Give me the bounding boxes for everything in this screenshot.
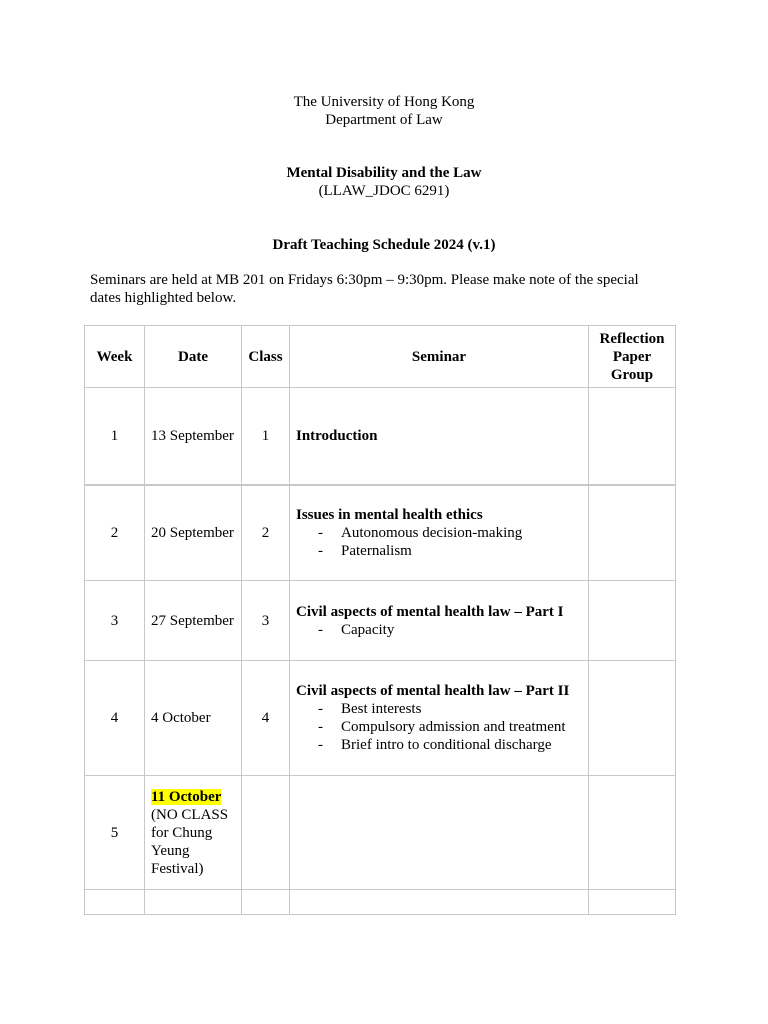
cell-class: 2 [242, 485, 290, 581]
course-code: (LLAW_JDOC 6291) [318, 183, 450, 199]
institution-heading [0, 93, 768, 129]
cell-empty [85, 890, 145, 915]
topic-list [296, 621, 582, 639]
topic-text: Brief intro to conditional discharge [341, 737, 552, 753]
date-note-line: (NO CLASS [151, 806, 229, 823]
topic-text: Capacity [341, 621, 395, 638]
header-group-line-1: Reflection [599, 330, 665, 347]
header-seminar: Seminar [290, 326, 589, 388]
topic-text: Autonomous decision-making [341, 524, 523, 541]
table-row [85, 776, 676, 890]
seminar-title: Issues in mental health ethics [296, 506, 483, 523]
cell-class: 3 [242, 581, 290, 661]
bullet-dash: - [318, 621, 323, 638]
cell-date: 13 September [145, 388, 242, 485]
table-row-empty [85, 890, 676, 915]
bullet-dash: - [318, 701, 323, 717]
cell-group [589, 388, 676, 485]
cell-class: 4 [242, 661, 290, 776]
table-row [85, 581, 676, 661]
header-date: Date [145, 326, 242, 388]
cell-group [589, 776, 676, 890]
cell-class: 1 [242, 388, 290, 485]
table-row [85, 661, 676, 776]
header-group-line-2: Paper [612, 348, 652, 365]
bullet-dash: - [318, 737, 323, 753]
date-note-line: Yeung [151, 842, 190, 859]
cell-date: 4 October [145, 661, 242, 776]
cell-date: 20 September [145, 485, 242, 581]
seminar-title: Introduction [296, 427, 378, 444]
university-name: The University of Hong Kong [293, 94, 475, 110]
table-row [85, 388, 676, 485]
header-group-line-3: Group [610, 366, 654, 383]
date-note-line: Festival) [151, 860, 204, 877]
header-week: Week [85, 326, 145, 388]
date-highlight: 11 October [151, 788, 222, 805]
highlighted-date [151, 788, 235, 806]
list-item [296, 542, 582, 560]
cell-group [589, 485, 676, 581]
list-item [296, 700, 582, 718]
topic-text: Compulsory admission and treatment [341, 719, 566, 735]
seminar-title: Civil aspects of mental health law – Part I [296, 603, 564, 620]
topic-text: Paternalism [341, 542, 412, 559]
cell-empty [145, 890, 242, 915]
course-title: Mental Disability and the Law [286, 165, 482, 181]
header-class: Class [242, 326, 290, 388]
cell-seminar [290, 581, 589, 661]
cell-date [145, 776, 242, 890]
cell-week: 1 [85, 388, 145, 485]
department-name: Department of Law [325, 112, 443, 128]
cell-class [242, 776, 290, 890]
list-item [296, 736, 582, 754]
cell-week: 4 [85, 661, 145, 776]
list-item [296, 718, 582, 736]
table-row [85, 485, 676, 581]
intro-line-1: Seminars are held at MB 201 on Fridays 6:30pm – 9:30pm. Please make note of the special [90, 272, 639, 288]
list-item [296, 524, 582, 542]
list-item [296, 621, 582, 639]
header-reflection-group [589, 326, 676, 388]
cell-seminar [290, 485, 589, 581]
schedule-title: Draft Teaching Schedule 2024 (v.1) [272, 237, 496, 253]
cell-week: 2 [85, 485, 145, 581]
seminar-title: Civil aspects of mental health law – Part II [296, 683, 570, 699]
cell-date: 27 September [145, 581, 242, 661]
course-heading [0, 164, 768, 200]
table-header-row [85, 326, 676, 388]
cell-empty [290, 890, 589, 915]
cell-empty [589, 890, 676, 915]
cell-week: 5 [85, 776, 145, 890]
bullet-dash: - [318, 719, 323, 735]
cell-seminar [290, 661, 589, 776]
intro-line-2: dates highlighted below. [90, 290, 237, 306]
cell-seminar [290, 776, 589, 890]
bullet-dash: - [318, 524, 323, 541]
cell-group [589, 661, 676, 776]
cell-week: 3 [85, 581, 145, 661]
intro-paragraph [90, 271, 680, 307]
topic-text: Best interests [341, 701, 422, 717]
bullet-dash: - [318, 542, 323, 559]
topic-list [296, 524, 582, 560]
cell-group [589, 581, 676, 661]
cell-seminar [290, 388, 589, 485]
cell-empty [242, 890, 290, 915]
topic-list [296, 700, 582, 754]
schedule-table [84, 325, 676, 915]
date-note-line: for Chung [151, 824, 213, 841]
